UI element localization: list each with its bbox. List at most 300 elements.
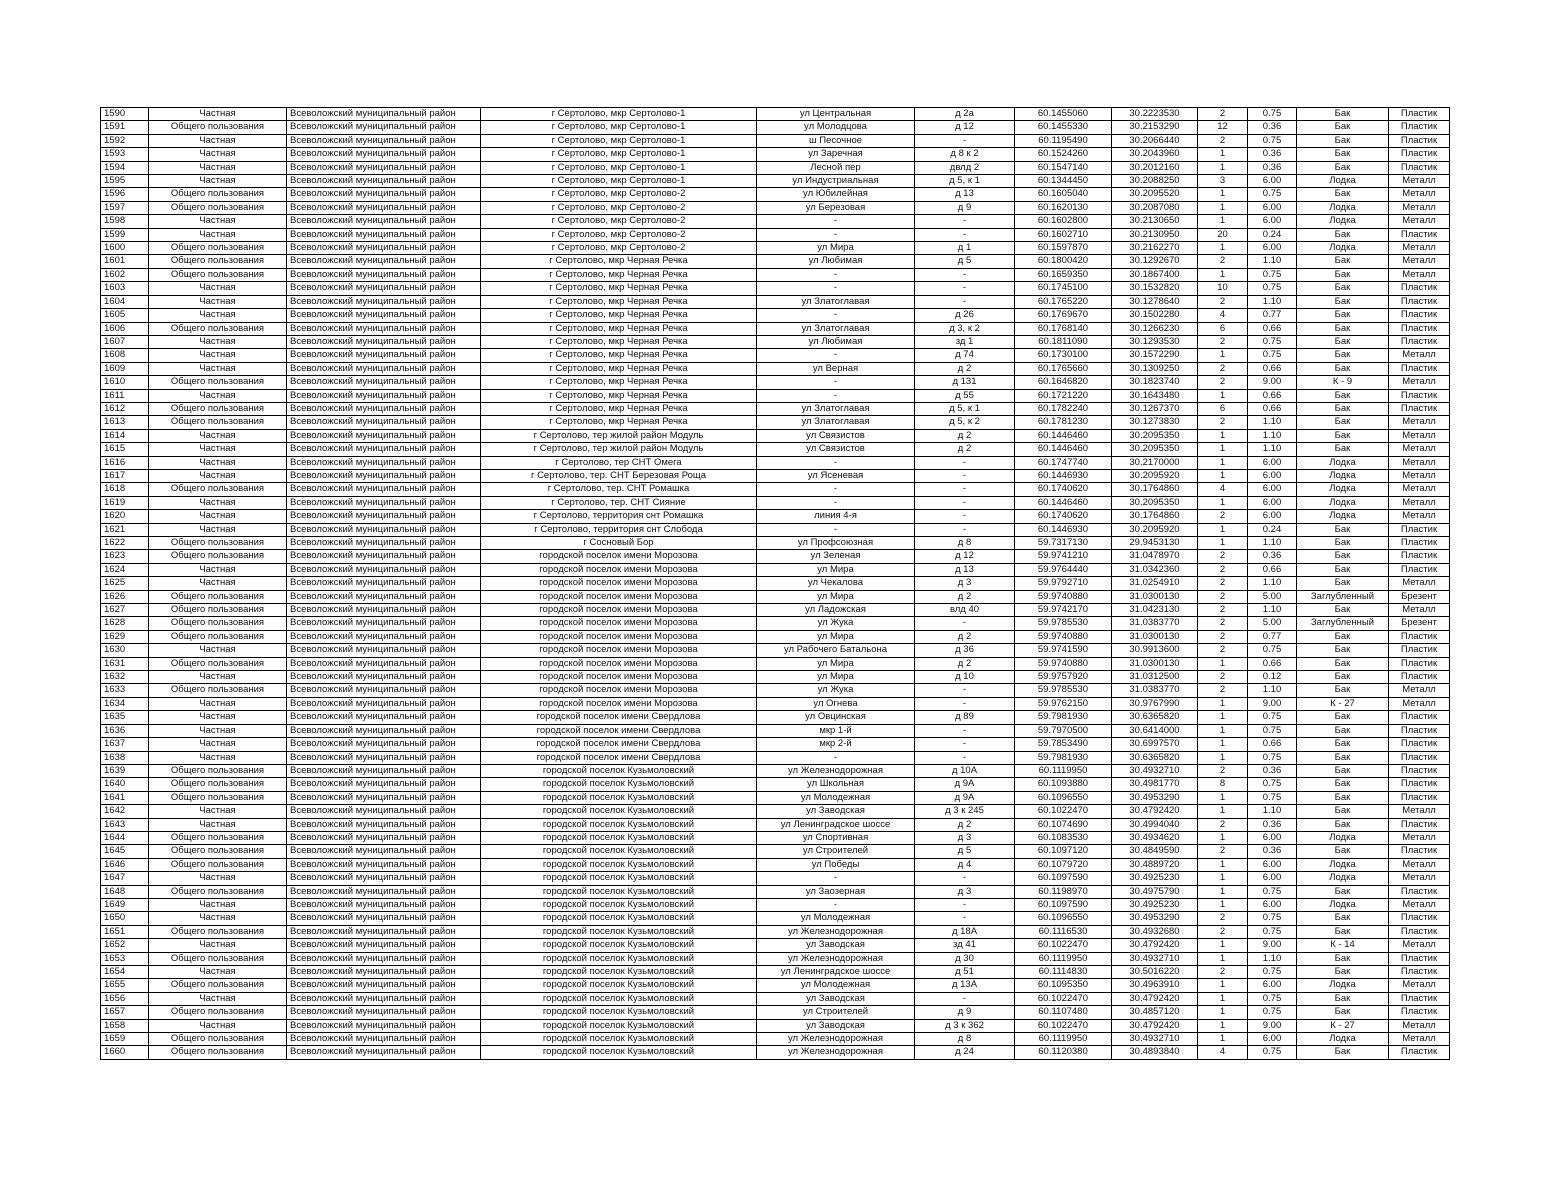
district-cell: Всеволожский муниципальный район — [287, 604, 481, 617]
ownership-cell: Частная — [149, 309, 287, 322]
house-cell: д 9А — [915, 791, 1015, 804]
street-cell: ул Ленинградское шоссе — [757, 818, 915, 831]
latitude-cell: 59.9741590 — [1015, 644, 1112, 657]
row-number-cell: 1596 — [101, 188, 149, 201]
container-type-cell: Бак — [1297, 805, 1389, 818]
district-cell: Всеволожский муниципальный район — [287, 443, 481, 456]
settlement-cell: г Сертолово, мкр Черная Речка — [481, 295, 757, 308]
house-cell: д 8 к 2 — [915, 148, 1015, 161]
row-number-cell: 1603 — [101, 282, 149, 295]
material-cell: Пластик — [1389, 389, 1450, 402]
latitude-cell: 60.1096550 — [1015, 791, 1112, 804]
ownership-cell: Частная — [149, 469, 287, 482]
street-cell: ул Мира — [757, 563, 915, 576]
house-cell: - — [915, 215, 1015, 228]
house-cell: д 5, к 1 — [915, 175, 1015, 188]
volume-cell: 1.10 — [1248, 684, 1297, 697]
district-cell: Всеволожский муниципальный район — [287, 912, 481, 925]
container-type-cell: Бак — [1297, 925, 1389, 938]
container-type-cell: К - 9 — [1297, 376, 1389, 389]
district-cell: Всеволожский муниципальный район — [287, 697, 481, 710]
district-cell: Всеволожский муниципальный район — [287, 201, 481, 214]
house-cell: д 26 — [915, 309, 1015, 322]
container-count-cell: 1 — [1198, 443, 1248, 456]
volume-cell: 0.75 — [1248, 791, 1297, 804]
table-row — [101, 349, 1450, 362]
row-number-cell: 1593 — [101, 148, 149, 161]
longitude-cell: 30.4893840 — [1112, 1046, 1198, 1059]
table-row — [101, 764, 1450, 777]
container-type-cell: Бак — [1297, 751, 1389, 764]
settlement-cell: г Сертолово, мкр Черная Речка — [481, 309, 757, 322]
volume-cell: 0.75 — [1248, 644, 1297, 657]
district-cell: Всеволожский муниципальный район — [287, 966, 481, 979]
latitude-cell: 59.9742170 — [1015, 604, 1112, 617]
district-cell: Всеволожский муниципальный район — [287, 751, 481, 764]
volume-cell: 0.66 — [1248, 389, 1297, 402]
house-cell: д 5 — [915, 845, 1015, 858]
table-body — [101, 108, 1450, 1060]
table-row — [101, 671, 1450, 684]
row-number-cell: 1616 — [101, 456, 149, 469]
row-number-cell: 1644 — [101, 831, 149, 844]
container-type-cell: Бак — [1297, 148, 1389, 161]
street-cell: - — [757, 898, 915, 911]
container-type-cell: Лодка — [1297, 831, 1389, 844]
container-type-cell: Бак — [1297, 121, 1389, 134]
material-cell: Пластик — [1389, 537, 1450, 550]
table-row — [101, 898, 1450, 911]
ownership-cell: Частная — [149, 711, 287, 724]
ownership-cell: Частная — [149, 282, 287, 295]
settlement-cell: городской поселок имени Свердлова — [481, 751, 757, 764]
settlement-cell: г Сертолово, территория снт Ромашка — [481, 510, 757, 523]
row-number-cell: 1640 — [101, 778, 149, 791]
container-type-cell: К - 27 — [1297, 1019, 1389, 1032]
ownership-cell: Частная — [149, 805, 287, 818]
house-cell: - — [915, 469, 1015, 482]
longitude-cell: 30.1867400 — [1112, 268, 1198, 281]
volume-cell: 0.75 — [1248, 282, 1297, 295]
container-count-cell: 12 — [1198, 121, 1248, 134]
container-count-cell: 1 — [1198, 885, 1248, 898]
district-cell: Всеволожский муниципальный район — [287, 389, 481, 402]
house-cell: - — [915, 456, 1015, 469]
latitude-cell: 60.1620130 — [1015, 201, 1112, 214]
row-number-cell: 1605 — [101, 309, 149, 322]
settlement-cell: г Сертолово, мкр Сертолово-1 — [481, 148, 757, 161]
material-cell: Пластик — [1389, 952, 1450, 965]
container-type-cell: Бак — [1297, 764, 1389, 777]
ownership-cell: Общего пользования — [149, 376, 287, 389]
longitude-cell: 30.4981770 — [1112, 778, 1198, 791]
house-cell: д 18А — [915, 925, 1015, 938]
latitude-cell: 59.7970500 — [1015, 724, 1112, 737]
volume-cell: 6.00 — [1248, 1033, 1297, 1046]
ownership-cell: Частная — [149, 335, 287, 348]
street-cell: - — [757, 349, 915, 362]
house-cell: д 3 — [915, 885, 1015, 898]
longitude-cell: 30.2066440 — [1112, 134, 1198, 147]
district-cell: Всеволожский муниципальный район — [287, 684, 481, 697]
longitude-cell: 30.1309250 — [1112, 362, 1198, 375]
material-cell: Пластик — [1389, 362, 1450, 375]
settlement-cell: г Сертолово, тер. СНТ Сияние — [481, 496, 757, 509]
ownership-cell: Частная — [149, 992, 287, 1005]
longitude-cell: 30.2095350 — [1112, 443, 1198, 456]
ownership-cell: Общего пользования — [149, 590, 287, 603]
row-number-cell: 1611 — [101, 389, 149, 402]
district-cell: Всеволожский муниципальный район — [287, 858, 481, 871]
material-cell: Пластик — [1389, 309, 1450, 322]
container-type-cell: Бак — [1297, 577, 1389, 590]
ownership-cell: Частная — [149, 939, 287, 952]
ownership-cell: Общего пользования — [149, 483, 287, 496]
volume-cell: 1.10 — [1248, 604, 1297, 617]
container-count-cell: 2 — [1198, 644, 1248, 657]
container-type-cell: Лодка — [1297, 215, 1389, 228]
ownership-cell: Частная — [149, 898, 287, 911]
house-cell: д 12 — [915, 550, 1015, 563]
settlement-cell: городской поселок имени Морозова — [481, 657, 757, 670]
ownership-cell: Общего пользования — [149, 791, 287, 804]
longitude-cell: 30.2095350 — [1112, 429, 1198, 442]
row-number-cell: 1660 — [101, 1046, 149, 1059]
material-cell: Пластик — [1389, 335, 1450, 348]
street-cell: ул Любимая — [757, 335, 915, 348]
ownership-cell: Частная — [149, 389, 287, 402]
row-number-cell: 1641 — [101, 791, 149, 804]
longitude-cell: 30.1572290 — [1112, 349, 1198, 362]
row-number-cell: 1612 — [101, 402, 149, 415]
table-row — [101, 939, 1450, 952]
volume-cell: 6.00 — [1248, 456, 1297, 469]
material-cell: Пластик — [1389, 751, 1450, 764]
street-cell: ул Чекалова — [757, 577, 915, 590]
street-cell: ул Железнодорожная — [757, 925, 915, 938]
container-type-cell: Лодка — [1297, 201, 1389, 214]
container-type-cell: Бак — [1297, 952, 1389, 965]
latitude-cell: 60.1747740 — [1015, 456, 1112, 469]
longitude-cell: 30.1532820 — [1112, 282, 1198, 295]
district-cell: Всеволожский муниципальный район — [287, 309, 481, 322]
settlement-cell: городской поселок Кузьмоловский — [481, 778, 757, 791]
longitude-cell: 30.2130950 — [1112, 228, 1198, 241]
latitude-cell: 60.1769670 — [1015, 309, 1112, 322]
row-number-cell: 1648 — [101, 885, 149, 898]
longitude-cell: 30.4963910 — [1112, 979, 1198, 992]
row-number-cell: 1632 — [101, 671, 149, 684]
container-type-cell: Бак — [1297, 791, 1389, 804]
district-cell: Всеволожский муниципальный район — [287, 617, 481, 630]
longitude-cell: 30.1278640 — [1112, 295, 1198, 308]
container-count-cell: 1 — [1198, 952, 1248, 965]
settlement-cell: городской поселок имени Морозова — [481, 577, 757, 590]
volume-cell: 0.75 — [1248, 992, 1297, 1005]
container-count-cell: 2 — [1198, 108, 1248, 121]
volume-cell: 1.10 — [1248, 255, 1297, 268]
ownership-cell: Частная — [149, 215, 287, 228]
house-cell: - — [915, 282, 1015, 295]
ownership-cell: Частная — [149, 443, 287, 456]
table-row — [101, 483, 1450, 496]
volume-cell: 0.77 — [1248, 630, 1297, 643]
material-cell: Пластик — [1389, 644, 1450, 657]
volume-cell: 0.75 — [1248, 751, 1297, 764]
longitude-cell: 30.4953290 — [1112, 912, 1198, 925]
table-row — [101, 831, 1450, 844]
street-cell: ул Огнева — [757, 697, 915, 710]
house-cell: - — [915, 912, 1015, 925]
container-count-cell: 2 — [1198, 671, 1248, 684]
material-cell: Пластик — [1389, 282, 1450, 295]
volume-cell: 0.66 — [1248, 563, 1297, 576]
container-count-cell: 1 — [1198, 429, 1248, 442]
district-cell: Всеволожский муниципальный район — [287, 242, 481, 255]
district-cell: Всеволожский муниципальный район — [287, 711, 481, 724]
street-cell: ул Железнодорожная — [757, 1046, 915, 1059]
ownership-cell: Частная — [149, 751, 287, 764]
container-count-cell: 3 — [1198, 175, 1248, 188]
street-cell: ул Заводская — [757, 805, 915, 818]
latitude-cell: 60.1782240 — [1015, 402, 1112, 415]
container-type-cell: Бак — [1297, 818, 1389, 831]
container-type-cell: Бак — [1297, 134, 1389, 147]
volume-cell: 6.00 — [1248, 215, 1297, 228]
longitude-cell: 30.4792420 — [1112, 805, 1198, 818]
street-cell: ул Спортивная — [757, 831, 915, 844]
table-row — [101, 979, 1450, 992]
street-cell: - — [757, 215, 915, 228]
container-count-cell: 1 — [1198, 805, 1248, 818]
ownership-cell: Частная — [149, 818, 287, 831]
container-count-cell: 2 — [1198, 335, 1248, 348]
material-cell: Металл — [1389, 697, 1450, 710]
street-cell: ул Заводская — [757, 1019, 915, 1032]
district-cell: Всеволожский муниципальный район — [287, 362, 481, 375]
latitude-cell: 60.1721220 — [1015, 389, 1112, 402]
latitude-cell: 60.1602800 — [1015, 215, 1112, 228]
latitude-cell: 60.1195490 — [1015, 134, 1112, 147]
longitude-cell: 30.9913600 — [1112, 644, 1198, 657]
container-count-cell: 1 — [1198, 389, 1248, 402]
street-cell: ул Заводская — [757, 992, 915, 1005]
longitude-cell: 30.2162270 — [1112, 242, 1198, 255]
table-row — [101, 925, 1450, 938]
district-cell: Всеволожский муниципальный район — [287, 148, 481, 161]
ownership-cell: Частная — [149, 349, 287, 362]
ownership-cell: Частная — [149, 697, 287, 710]
street-cell: ул Жука — [757, 617, 915, 630]
table-row — [101, 295, 1450, 308]
container-type-cell: Бак — [1297, 885, 1389, 898]
street-cell: - — [757, 496, 915, 509]
container-type-cell: Бак — [1297, 563, 1389, 576]
container-type-cell: Бак — [1297, 188, 1389, 201]
street-cell: - — [757, 872, 915, 885]
latitude-cell: 60.1022470 — [1015, 805, 1112, 818]
settlement-cell: г Сертолово, тер. СНТ Ромашка — [481, 483, 757, 496]
container-type-cell: Бак — [1297, 738, 1389, 751]
ownership-cell: Общего пользования — [149, 1033, 287, 1046]
house-cell: - — [915, 483, 1015, 496]
volume-cell: 0.75 — [1248, 108, 1297, 121]
settlement-cell: городской поселок Кузьмоловский — [481, 805, 757, 818]
row-number-cell: 1601 — [101, 255, 149, 268]
table-row — [101, 175, 1450, 188]
longitude-cell: 31.0300130 — [1112, 657, 1198, 670]
longitude-cell: 30.5016220 — [1112, 966, 1198, 979]
row-number-cell: 1599 — [101, 228, 149, 241]
table-row — [101, 697, 1450, 710]
container-count-cell: 1 — [1198, 657, 1248, 670]
house-cell: д 3 к 245 — [915, 805, 1015, 818]
row-number-cell: 1626 — [101, 590, 149, 603]
row-number-cell: 1635 — [101, 711, 149, 724]
container-type-cell: Бак — [1297, 845, 1389, 858]
longitude-cell: 30.4934620 — [1112, 831, 1198, 844]
longitude-cell: 30.4953290 — [1112, 791, 1198, 804]
district-cell: Всеволожский муниципальный район — [287, 885, 481, 898]
longitude-cell: 30.4932710 — [1112, 1033, 1198, 1046]
ownership-cell: Частная — [149, 966, 287, 979]
container-type-cell: Бак — [1297, 322, 1389, 335]
table-row — [101, 443, 1450, 456]
container-count-cell: 1 — [1198, 537, 1248, 550]
container-type-cell: Заглубленный — [1297, 617, 1389, 630]
street-cell: ул Ясеневая — [757, 469, 915, 482]
container-count-cell: 2 — [1198, 510, 1248, 523]
settlement-cell: городской поселок Кузьмоловский — [481, 1033, 757, 1046]
material-cell: Пластик — [1389, 523, 1450, 536]
container-count-cell: 2 — [1198, 845, 1248, 858]
district-cell: Всеволожский муниципальный район — [287, 349, 481, 362]
settlement-cell: г Сертолово, мкр Сертолово-2 — [481, 201, 757, 214]
settlement-cell: г Сертолово, мкр Черная Речка — [481, 268, 757, 281]
container-type-cell: Лодка — [1297, 1033, 1389, 1046]
row-number-cell: 1597 — [101, 201, 149, 214]
longitude-cell: 30.2095920 — [1112, 523, 1198, 536]
district-cell: Всеволожский муниципальный район — [287, 778, 481, 791]
house-cell: - — [915, 872, 1015, 885]
volume-cell: 6.00 — [1248, 175, 1297, 188]
row-number-cell: 1624 — [101, 563, 149, 576]
latitude-cell: 60.1800420 — [1015, 255, 1112, 268]
row-number-cell: 1619 — [101, 496, 149, 509]
settlement-cell: г Сертолово, мкр Черная Речка — [481, 335, 757, 348]
ownership-cell: Частная — [149, 456, 287, 469]
latitude-cell: 60.1198970 — [1015, 885, 1112, 898]
latitude-cell: 60.1446930 — [1015, 469, 1112, 482]
settlement-cell: городской поселок Кузьмоловский — [481, 831, 757, 844]
settlement-cell: городской поселок имени Свердлова — [481, 711, 757, 724]
row-number-cell: 1649 — [101, 898, 149, 911]
material-cell: Пластик — [1389, 657, 1450, 670]
settlement-cell: г Сертолово, мкр Черная Речка — [481, 349, 757, 362]
house-cell: д 13 — [915, 563, 1015, 576]
container-type-cell: Бак — [1297, 402, 1389, 415]
ownership-cell: Частная — [149, 148, 287, 161]
table-row — [101, 791, 1450, 804]
volume-cell: 0.24 — [1248, 523, 1297, 536]
material-cell: Металл — [1389, 805, 1450, 818]
latitude-cell: 60.1768140 — [1015, 322, 1112, 335]
latitude-cell: 60.1446460 — [1015, 496, 1112, 509]
street-cell: мкр 2-й — [757, 738, 915, 751]
container-count-cell: 1 — [1198, 992, 1248, 1005]
longitude-cell: 30.4925230 — [1112, 872, 1198, 885]
settlement-cell: г Сертолово, тер жилой район Модуль — [481, 429, 757, 442]
longitude-cell: 30.4932710 — [1112, 952, 1198, 965]
container-count-cell: 2 — [1198, 134, 1248, 147]
settlement-cell: городской поселок Кузьмоловский — [481, 791, 757, 804]
settlement-cell: г Сертолово, мкр Сертолово-1 — [481, 134, 757, 147]
longitude-cell: 30.2095350 — [1112, 496, 1198, 509]
longitude-cell: 30.1267370 — [1112, 402, 1198, 415]
longitude-cell: 30.4792420 — [1112, 992, 1198, 1005]
district-cell: Всеволожский муниципальный район — [287, 992, 481, 1005]
container-count-cell: 1 — [1198, 496, 1248, 509]
container-count-cell: 1 — [1198, 858, 1248, 871]
material-cell: Металл — [1389, 215, 1450, 228]
volume-cell: 0.75 — [1248, 885, 1297, 898]
settlement-cell: городской поселок имени Морозова — [481, 590, 757, 603]
table-row — [101, 537, 1450, 550]
settlement-cell: г Сертолово, мкр Сертолово-1 — [481, 175, 757, 188]
row-number-cell: 1630 — [101, 644, 149, 657]
settlement-cell: городской поселок имени Морозова — [481, 563, 757, 576]
table-row — [101, 684, 1450, 697]
latitude-cell: 59.9785530 — [1015, 617, 1112, 630]
settlement-cell: г Сертолово, территория снт Слобода — [481, 523, 757, 536]
street-cell: ул Центральная — [757, 108, 915, 121]
house-cell: д 3 — [915, 577, 1015, 590]
material-cell: Пластик — [1389, 724, 1450, 737]
district-cell: Всеволожский муниципальный район — [287, 872, 481, 885]
settlement-cell: г Сертолово, мкр Сертолово-1 — [481, 108, 757, 121]
district-cell: Всеволожский муниципальный район — [287, 831, 481, 844]
row-number-cell: 1604 — [101, 295, 149, 308]
table-row — [101, 201, 1450, 214]
container-type-cell: Бак — [1297, 349, 1389, 362]
ownership-cell: Общего пользования — [149, 952, 287, 965]
ownership-cell: Общего пользования — [149, 268, 287, 281]
house-cell: д 4 — [915, 858, 1015, 871]
table-row — [101, 872, 1450, 885]
container-count-cell: 2 — [1198, 376, 1248, 389]
material-cell: Пластик — [1389, 818, 1450, 831]
container-type-cell: Бак — [1297, 389, 1389, 402]
container-type-cell: Бак — [1297, 992, 1389, 1005]
row-number-cell: 1590 — [101, 108, 149, 121]
volume-cell: 0.66 — [1248, 362, 1297, 375]
district-cell: Всеволожский муниципальный район — [287, 322, 481, 335]
district-cell: Всеволожский муниципальный район — [287, 228, 481, 241]
district-cell: Всеволожский муниципальный район — [287, 898, 481, 911]
ownership-cell: Частная — [149, 563, 287, 576]
district-cell: Всеволожский муниципальный район — [287, 268, 481, 281]
house-cell: д 5, к 1 — [915, 402, 1015, 415]
district-cell: Всеволожский муниципальный район — [287, 416, 481, 429]
container-count-cell: 2 — [1198, 617, 1248, 630]
table-row — [101, 657, 1450, 670]
settlement-cell: городской поселок имени Свердлова — [481, 738, 757, 751]
container-type-cell: Бак — [1297, 443, 1389, 456]
street-cell: мкр 1-й — [757, 724, 915, 737]
container-count-cell: 1 — [1198, 201, 1248, 214]
longitude-cell: 31.0300130 — [1112, 630, 1198, 643]
ownership-cell: Частная — [149, 872, 287, 885]
